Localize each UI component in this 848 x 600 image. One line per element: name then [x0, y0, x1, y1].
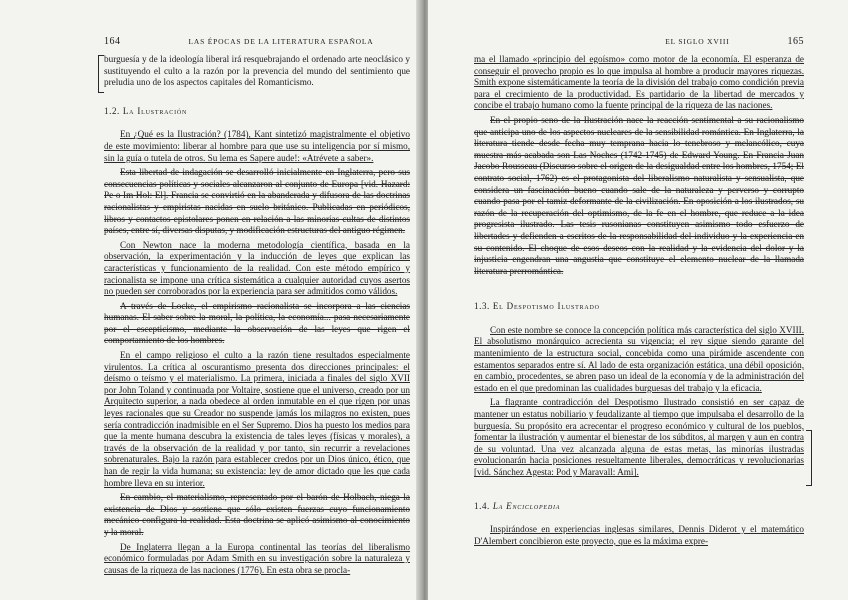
paragraph: En cambio, el materialismo, representado por el barón de Holbach, niega la existencia de Dios y sostiene que sólo existen fuerzas cuyo funcionamiento mecánico configura la realidad. Esta doctrina se aplicó asimismo al conocimiento y la moral. [104, 492, 410, 537]
section-heading [474, 301, 804, 313]
paragraph: Con Newton nace la moderna metodología científica, basada en la observación, la experimentación y la inducción de leyes que explican las características y funcionamiento de la realidad. Con este método empírico y racionalista se impone una crítica sistemática a cualquier autoridad cuyos asertos no pueden ser corroborados por la experiencia para ser admitidos como válidos. [104, 239, 410, 297]
running-head: EL SIGLO XVIII [665, 37, 730, 46]
left-page-header [104, 36, 404, 47]
section-heading [474, 501, 804, 513]
section-title: La Ilustración [122, 105, 188, 116]
paragraph: Inspirándose en experiencias inglesas similares, Dennis Diderot y el matemático D'Alembert concibieron este proyecto, que es la máxima expre- [474, 524, 804, 546]
page-number: 164 [104, 36, 121, 47]
paragraph: En el propio seno de la Ilustración nace la reacción sentimental a su racionalismo que anticipa uno de los aspectos nucleares de la sensibilidad romántica. En Inglaterra, la literatura tiende desde fecha muy temprana hacia lo tenebroso y melancólico, cuya muestra más acabada son Las Noches (1742-1745) de Edward Young. En Francia Juan Jacobo Rousseau (Discurso sobre el origen de la desigualdad entre los hombres, 1754; El contrato social, 1762) es el protagonista del liberalismo naturalista y sensualista, que considera un fascinación bueno cuando sale de la naturaleza y perverso y corrupto cuando pasa por el tamiz deformante de la civilización. En oposición a los ilustrados, su razón de la recuperación del optimismo, de la fe en el hombre, que reduce a la idea progresista ilustrado. Las tesis rusonianas constituyen asimismo todo esfuerzo de libertades y defienden a escritos de la responsabilidad del individuo y la experiencia en su contenido. El choque de esos deseos con la realidad y la evidencia del dolor y la injusticia engendran una angustia que constituye el elemento nuclear de la llamada literatura prerromántica. [474, 114, 804, 276]
paragraph: ma el llamado «principio del egoísmo» como motor de la economía. El esperanza de conseguir el provecho propio es lo que impulsa al hombre a producir mayores riquezas. Smith expone sistemáticamente la teoría de la división del trabajo como condición previa para el crecimiento de la productividad. Es partidario de la libertad de mercados y concibe el trabajo humano como la fuente principal de la riqueza de las naciones. [474, 54, 804, 111]
section-title: La Enciclopedia [492, 500, 561, 511]
section-number: 1.2. [104, 105, 120, 116]
paragraph: En ¿Qué es la Ilustración? (1784), Kant sintetizó magistralmente el objetivo de este movimiento: liberar al hombre para que use su inteligencia por sí mismo, sin la guía o tutela de otros. Su lema es Sapere aude!: «Atrévete a saber». [104, 129, 410, 163]
page-number: 165 [787, 36, 804, 47]
right-page-body [474, 54, 804, 547]
intro-paragraph: burguesía y de la ideología liberal irá resquebrajando el ordenado arte neoclásico y sustituyendo el culto a la razón por la prevencia del mundo del sentimiento que preludia uno de los aspectos capitales del Romanticismo. [104, 54, 410, 88]
paragraph: De Inglaterra llegan a la Europa continental las teorías del liberalismo económico formuladas por Adam Smith en su investigación sobre la naturaleza y causas de la riqueza de las naciones (1776). En esta obra se procla- [104, 541, 410, 575]
left-page [0, 0, 420, 600]
margin-bracket-mark [806, 430, 812, 486]
paragraph: En el campo religioso el culto a la razón tiene resultados especialmente virulentos. La crítica al oscurantismo presenta dos direcciones principales: el deísmo o teísmo y el materialismo. La primera, iniciada a finales del siglo XVII por John Toland y continuada por Voltaire, sostiene que el universo, creado por un Arquitecto superior, a nada obedece al orden inmutable en el que rigen por unas leyes racionales que su Creador no suspende jamás los milagros no existen, pues sería contradicción inadmisible en el Ser Supremo. Dios ha puesto los medios para que la mente humana descubra la existencia de tales leyes (físicas y morales), a través de la observación de la realidad y por tanto, sin recurrir a revelaciones sobrenaturales. Bajo la razón para establecer credos por un Dios único, ético, que han de regir la vida humana; su existencia: ley de amor dictado que les que cada hombre lleva en su interior. [104, 350, 410, 488]
running-head: LAS ÉPOCAS DE LA LITERATURA ESPAÑOLA [188, 37, 374, 46]
section-number: 1.3. [474, 301, 490, 312]
paragraph: La flagrante contradicción del Despotismo Ilustrado consistió en ser capaz de mantener un estatus nobiliario y feudalizante al tiempo que impulsaba el desarrollo de la burguesía. Su propósito era acrecentar el progreso económico y cultural de los pueblos, fomentar la ilustración y aumentar el bienestar de los súbditos, al margen y aun en contra de su voluntad. Una vez alcanzada alguna de estas metas, las minorías ilustradas evolucionarán hacia posiciones resueltamente liberales, democráticas y revolucionarias [vid. Sánchez Agesta: Pod y Maravall: Ami]. [474, 397, 804, 477]
paragraph: A través de Locke, el empirismo racionalista se incorpora a las ciencias humanas. El saber sobre la moral, la política, la economía... pasa necesariamente por el escepticismo, mediante la observación de las leyes que rigen el comportamiento de los hombres. [104, 300, 410, 346]
section-title: El Despotismo Ilustrado [492, 301, 600, 312]
right-page-header [478, 36, 804, 47]
right-page [428, 0, 848, 600]
left-page-body [104, 54, 410, 576]
paragraph: Con este nombre se conoce la concepción política más característica del siglo XVIII. El absolutismo monárquico acrecienta su vigencia; el rey sigue siendo garante del mantenimiento de la estructura social, concebida como una pirámide ascendente con estamentos separados entre sí. Al lado de esta organización estática, una débil oposición, en cambio, procedentes, se abren paso un ideal de la economía y de la administración del estado en el que predominan las cualidades burguesas del trabajo y la eficacia. [474, 324, 804, 393]
section-heading [104, 106, 410, 118]
section-number: 1.4. [474, 500, 490, 511]
paragraph: Esta libertad de indagación se desarrolló inicialmente en Inglaterra, pero sus consecuencias políticas y sociales alcanzaron al conjunto de Europa [vid. Hazard: Pe o Im Hol: El]. Francia se convirtió en la abanderada y difusora de las doctrinas racionalistas y empiristas nacidas en suelo británico. Publicadas en periódicos, libros y contactos epistolares ponen en relación a las minorías cultas de distintos países, entre sí, diversas disputas, y modificación estructuras del antiguo régimen. [104, 167, 410, 236]
